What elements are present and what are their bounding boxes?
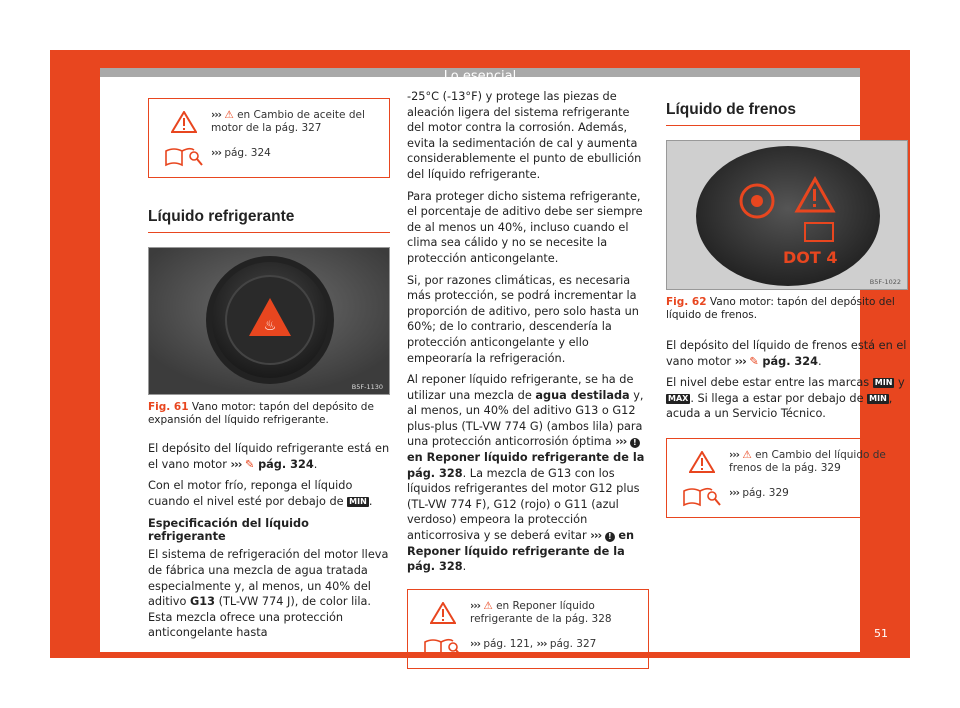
- figure-coolant-cap: [148, 247, 390, 395]
- svg-text:♨: ♨: [263, 318, 277, 334]
- paragraph: -25°C (-13°F) y protege las piezas de aleación ligera del sistema refrigerante del motor contra la corrosión. Además, evita la sedimentación de cal y aumenta considerablemente el punto de ebullición del líquido refrigerante.: [407, 90, 642, 181]
- warning-icon: [675, 449, 729, 473]
- page-number: 51: [874, 627, 888, 640]
- ref-arrows: ›››: [211, 109, 221, 121]
- paragraph: Con el motor frío, reponga el líquido cuando el nivel esté por debajo de MIN .: [148, 479, 373, 508]
- book-ref-link[interactable]: pág. 329: [742, 486, 789, 499]
- page-frame: [50, 50, 910, 658]
- page-ref-link[interactable]: en Reponer líquido refrigerante de la pág. 328: [407, 451, 645, 480]
- min-badge: MIN: [874, 378, 893, 388]
- paragraph: Si, por razones climáticas, es necesaria más protección, se podrá incrementar la proporción de aditivo, pero solo hasta un 60%; de lo contrario, descendería la protección anticongelante y ello empeoraría la refrigeración.: [407, 273, 639, 365]
- column-3: [666, 89, 908, 518]
- book-ref-link[interactable]: pág. 324: [224, 147, 271, 159]
- paragraph: El depósito del líquido de frenos está en el vano motor ››› ✎ pág. 324.: [666, 339, 907, 368]
- warning-small-icon: ⚠: [224, 109, 234, 121]
- reference-box: ››› ⚠ en Cambio del líquido de frenos de la pág. 329 ››› pág. 329: [666, 438, 908, 518]
- figure-caption: Fig. 61 Vano motor: tapón del depósito de expansión del líquido refrigerante.: [148, 401, 374, 426]
- min-badge: MIN: [869, 393, 887, 403]
- dot4-label: DOT 4: [783, 248, 838, 267]
- warning-ref-link[interactable]: en Reponer líquido refrigerante de la pág. 328: [470, 599, 612, 625]
- book-wrench-icon: [675, 483, 729, 507]
- figure-brake-cap: [666, 140, 908, 290]
- figure-caption: Fig. 62 Vano motor: tapón del depósito del líquido de frenos.: [666, 296, 895, 321]
- paragraph: El depósito del líquido refrigerante está en el vano motor ››› ✎ pág. 324.: [148, 442, 390, 471]
- info-icon: !: [605, 532, 615, 542]
- paragraph: Al reponer líquido refrigerante, se ha de utilizar una mezcla de agua destilada y, al menos, un 40% del aditivo G13 o G12 plus-plus (TL-VW 774 G) (ambos lila) para una protección anticorrosión óptima ››› ! en Reponer líquido refrigerante de la pág. 328. La mezcla de G13 con los líquidos refrigerantes del motor G12 plus (TL-VW 774 F), G12 (rojo) o G11 (azul verdoso) empeora la protección anticorrosiva y se deberá evitar ››› ! en Reponer líquido refrigerante de la pág. 328.: [407, 373, 645, 574]
- coolant-cap-illustration: [149, 248, 390, 394]
- page-ref-link[interactable]: pág. 324: [762, 354, 819, 368]
- reference-box: ››› ⚠ en Reponer líquido refrigerante de la pág. 328 ››› pág. 121, ››› pág. 327: [407, 589, 649, 669]
- section-title-coolant: Líquido refrigerante: [148, 208, 390, 233]
- book-wrench-icon: [416, 634, 470, 658]
- info-icon: !: [630, 438, 640, 448]
- page-ref-link[interactable]: en Reponer líquido refrigerante de la pág. 328: [407, 529, 635, 574]
- column-2: [407, 89, 649, 669]
- figure-code: B5F-1130: [351, 383, 383, 391]
- warning-icon: [157, 109, 211, 133]
- section-title-brake-fluid: Líquido de frenos: [666, 101, 908, 126]
- book-ref-link[interactable]: pág. 327: [549, 637, 597, 650]
- warning-ref-link[interactable]: en Cambio de aceite del motor de la pág. 327: [211, 109, 365, 134]
- min-badge: MIN: [349, 496, 367, 506]
- reference-box: ››› ⚠ en Cambio de aceite del motor de la pág. 327 ››› pág. 324: [148, 98, 390, 178]
- book-small-icon: ✎: [245, 457, 255, 471]
- paragraph: El nivel debe estar entre las marcas MIN y MAX . Si llega a estar por debajo de MIN , acuda a un Servicio Técnico.: [666, 376, 905, 421]
- warning-ref-link[interactable]: en Cambio del líquido de frenos de la pág. 329: [729, 448, 886, 474]
- warning-icon: [416, 600, 470, 624]
- book-ref-link[interactable]: pág. 121,: [483, 637, 534, 650]
- column-1: [148, 89, 390, 647]
- paragraph: Para proteger dicho sistema refrigerante, el porcentaje de aditivo debe ser siempre de al menos un 40%, incluso cuando el clima sea cálido y no se necesite la protección anticongelante.: [407, 189, 643, 265]
- paragraph: El sistema de refrigeración del motor lleva de fábrica una mezcla de agua tratada especialmente y, al menos, un 40% del aditivo G13 (TL-VW 774 J), de color lila. Esta mezcla ofrece una protección anticongelante hasta: [148, 548, 389, 640]
- book-wrench-icon: [157, 143, 211, 167]
- max-badge: MAX: [668, 393, 689, 403]
- brake-cap-illustration: [667, 141, 908, 289]
- page-ref-link[interactable]: pág. 324: [258, 457, 314, 471]
- subheading: Especificación del líquido refrigerante: [148, 517, 309, 544]
- figure-code: B5F-1022: [869, 278, 901, 286]
